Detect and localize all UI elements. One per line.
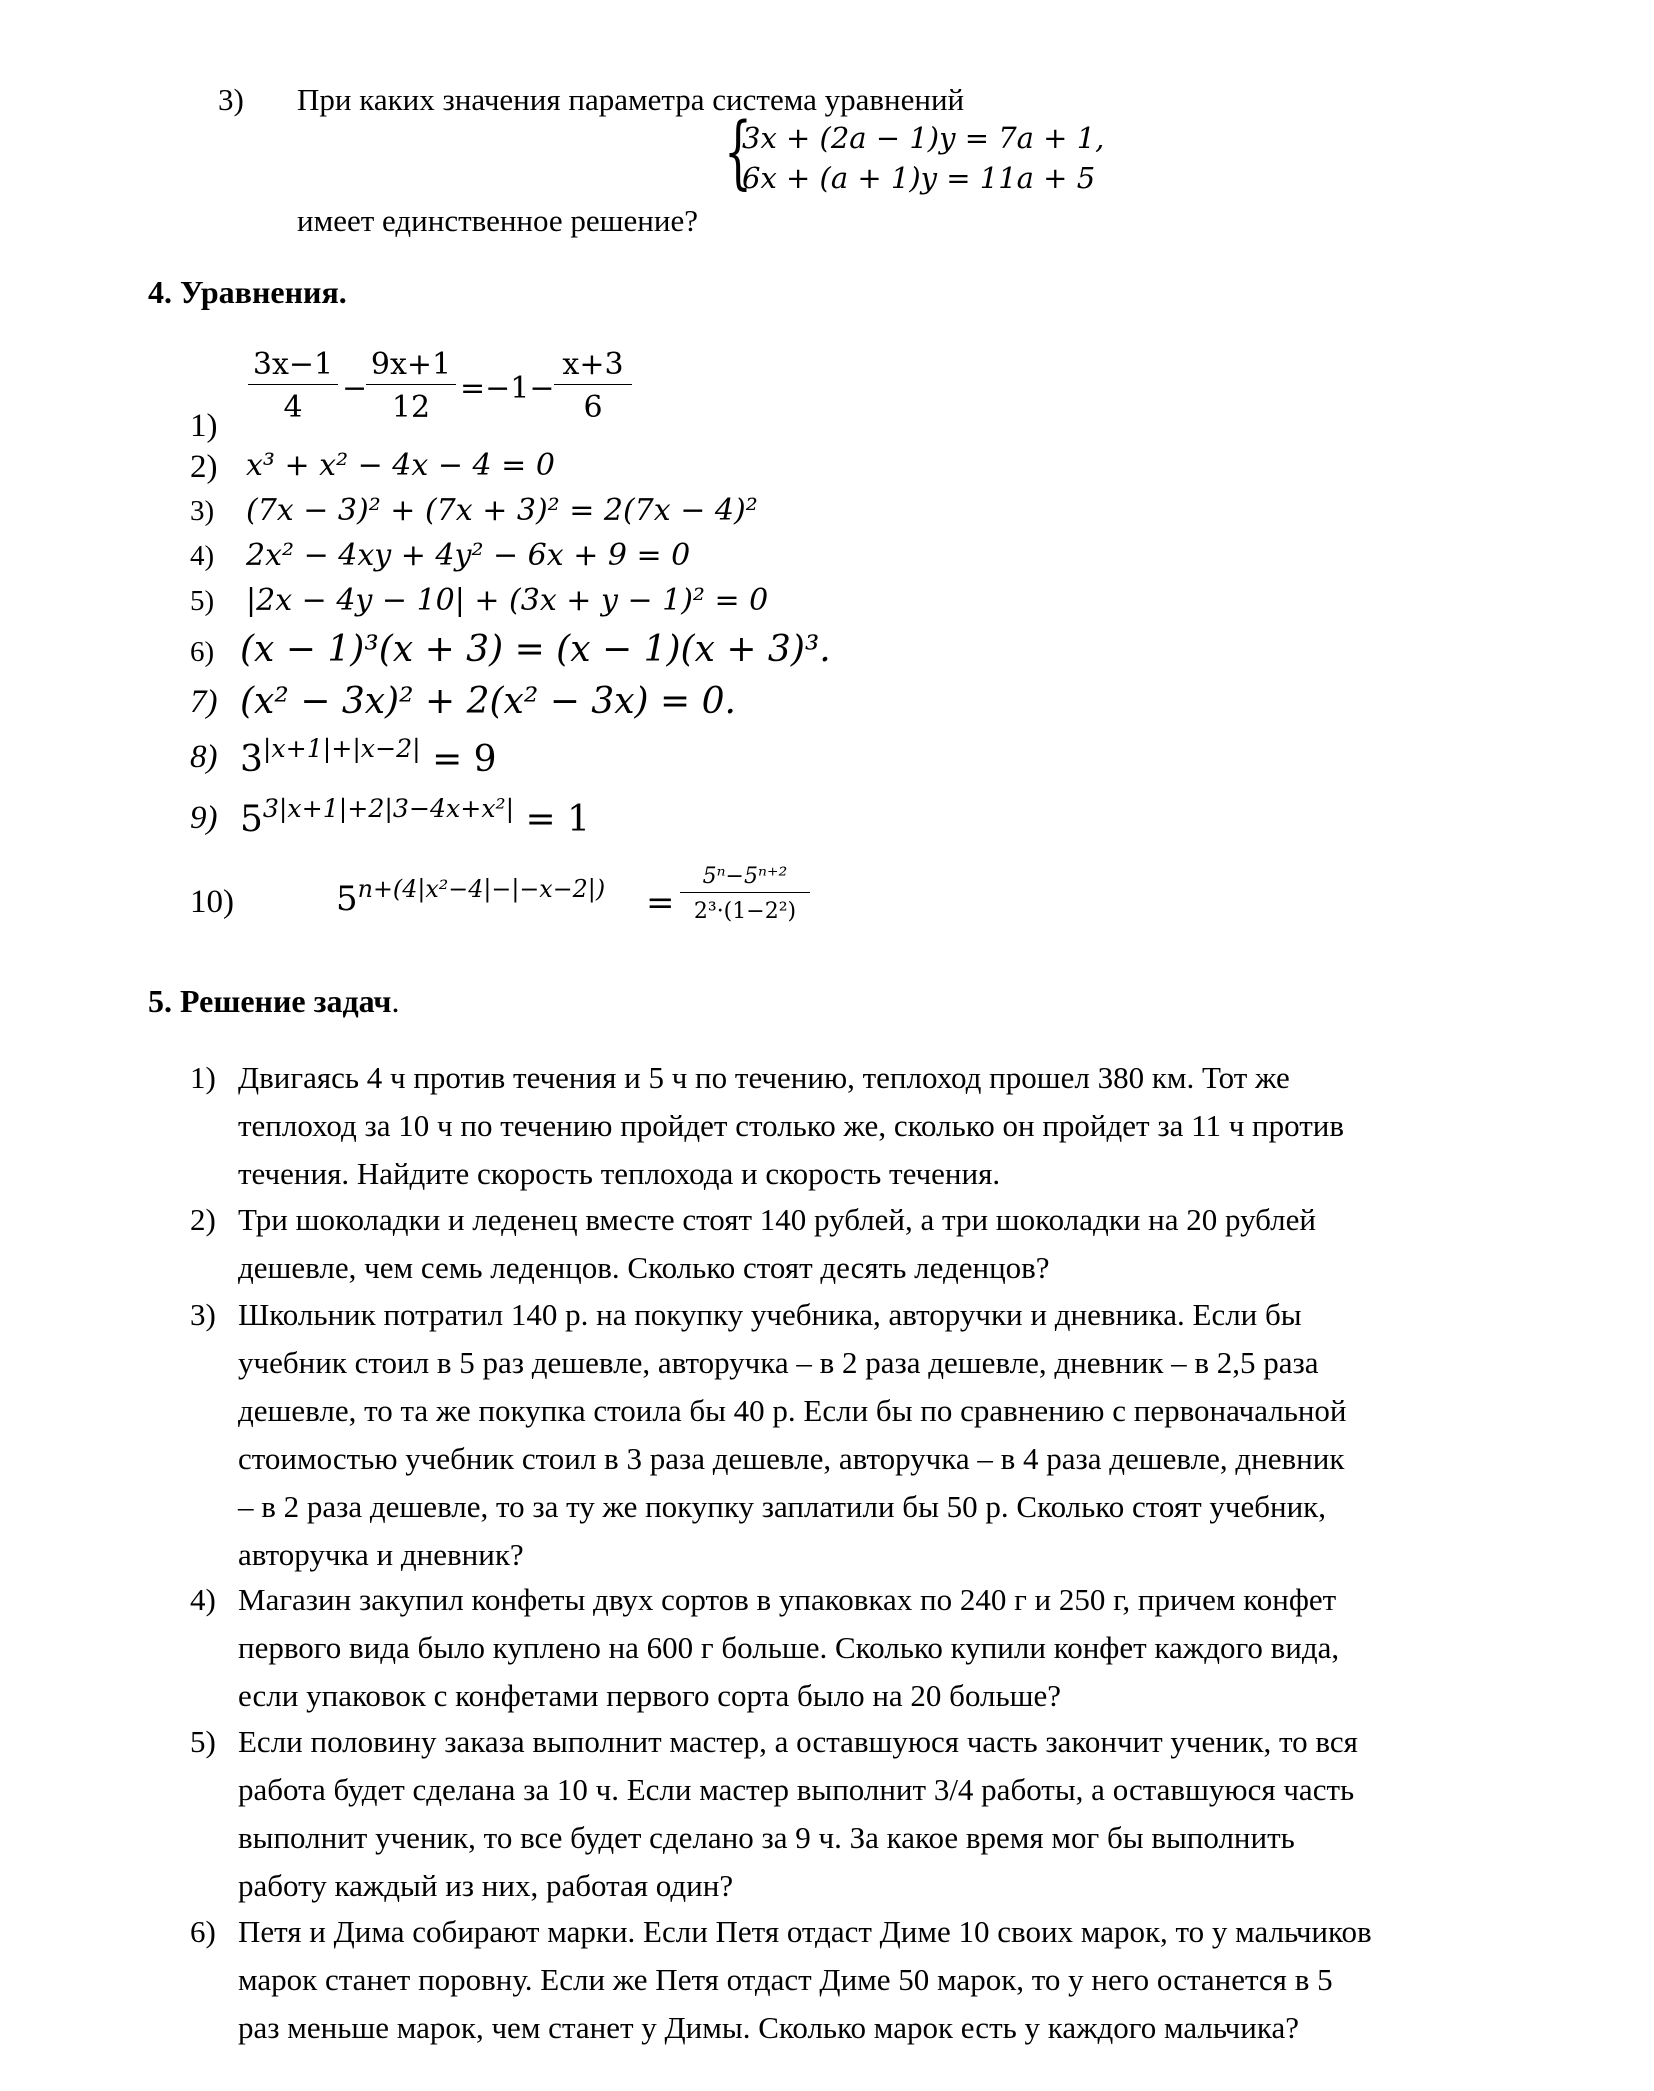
eq7-number: 7)	[190, 684, 218, 720]
eq10-equals: =	[646, 883, 675, 923]
eq3-number: 3)	[190, 495, 215, 527]
eq9-base: 5	[240, 798, 263, 840]
eq1-fraction-3	[554, 347, 632, 425]
eq9-rhs: = 1	[514, 798, 591, 840]
eq6-text: (x − 1)³(x + 3) = (x − 1)(x + 3)³.	[240, 629, 831, 670]
problem-4-line-3: если упаковок с конфетами первого сорта было на 20 больше?	[238, 1678, 1062, 1713]
eq9-number: 9)	[190, 800, 218, 836]
eq10-fraction-numerator: 5ⁿ−5ⁿ⁺²	[680, 866, 810, 893]
item3-question: При каких значения параметра система уравнений	[297, 82, 965, 117]
item3-number: 3)	[218, 82, 244, 117]
problem-1	[238, 1054, 1533, 1198]
problem-6-line-1: Петя и Дима собирают марки. Если Петя отдаст Диме 10 своих марок, то у мальчиков	[238, 1914, 1372, 1949]
eq8-rhs: = 9	[420, 738, 497, 780]
eq1-fraction-1-numerator: 3x−1	[248, 350, 338, 385]
eq8-expression	[240, 736, 497, 778]
problem-5-line-3: выполнит ученик, то все будет сделано за 9 ч. За какое время мог бы выполнить	[238, 1820, 1295, 1855]
problem-3	[238, 1291, 1533, 1579]
eq8-number: 8)	[190, 739, 218, 775]
eq1-fraction-1	[248, 347, 338, 425]
problem-5-line-4: работу каждый из них, работая один?	[238, 1868, 734, 1903]
section5-title	[148, 985, 399, 1017]
problem-4-line-2: первого вида было куплено на 600 г больше. Сколько купили конфет каждого вида,	[238, 1630, 1340, 1665]
eq8-exponent: |x+1|+|x−2|	[262, 734, 421, 763]
section5-title-text: 5. Решение задач	[148, 983, 392, 1019]
problem-6-number: 6)	[190, 1914, 216, 1949]
problem-3-line-2: учебник стоил в 5 раз дешевле, авторучка – в 2 раза дешевле, дневник – в 2,5 раза	[238, 1345, 1319, 1380]
problem-6-line-3: раз меньше марок, чем станет у Димы. Сколько марок есть у каждого мальчика?	[238, 2010, 1299, 2045]
item3-tail: имеет единственное решение?	[297, 203, 699, 238]
problem-5	[238, 1718, 1533, 1910]
eq1-fraction-3-numerator: x+3	[554, 350, 632, 385]
eq1-fraction-2-numerator: 9x+1	[366, 350, 456, 385]
problem-2	[238, 1196, 1533, 1292]
eq4-text: 2x² − 4xy + 4y² − 6x + 9 = 0	[246, 538, 691, 573]
eq1-minus: −	[342, 371, 368, 406]
eq1-fraction-2	[366, 347, 456, 425]
eq6-number: 6)	[190, 636, 215, 668]
eq7-text: (x² − 3x)² + 2(x² − 3x) = 0.	[240, 681, 736, 722]
eq3-text: (7x − 3)² + (7x + 3)² = 2(7x − 4)²	[246, 493, 758, 528]
eq10-number: 10)	[190, 884, 234, 920]
problem-6-line-2: марок станет поровну. Если же Петя отдаст Диме 50 марок, то у него останется в 5	[238, 1962, 1333, 1997]
problem-3-line-6: авторучка и дневник?	[238, 1537, 524, 1572]
problem-5-line-1: Если половину заказа выполнит мастер, а оставшуюся часть закончит ученик, то вся	[238, 1724, 1358, 1759]
problem-1-number: 1)	[190, 1060, 216, 1095]
problem-4	[238, 1576, 1533, 1720]
problem-4-number: 4)	[190, 1582, 216, 1617]
eq10-fraction-denominator: 2³·(1−2²)	[693, 899, 797, 924]
eq2-number: 2)	[190, 449, 218, 485]
problem-1-line-2: теплоход за 10 ч по течению пройдет столько же, сколько он пройдет за 11 ч против	[238, 1108, 1344, 1143]
problem-2-line-2: дешевле, чем семь леденцов. Сколько стоят десять леденцов?	[238, 1250, 1050, 1285]
eq5-text: |2x − 4y − 10| + (3x + y − 1)² = 0	[246, 583, 769, 618]
problem-3-line-4: стоимостью учебник стоил в 3 раза дешевле, авторучка – в 4 раза дешевле, дневник	[238, 1441, 1345, 1476]
eq10-exponent: n+(4|x²−4|−|−x−2|)	[357, 875, 606, 903]
problem-3-line-3: дешевле, то та же покупка стоила бы 40 р. Если бы по сравнению с первоначальной	[238, 1393, 1347, 1428]
problem-5-line-2: работа будет сделана за 10 ч. Если мастер выполнит 3/4 работы, а оставшуюся часть	[238, 1772, 1355, 1807]
eq10-base: 5	[336, 879, 358, 920]
problem-2-number: 2)	[190, 1202, 216, 1237]
eq4-number: 4)	[190, 540, 215, 572]
system-brace: {	[724, 105, 752, 198]
problem-3-line-5: – в 2 раза дешевле, то за ту же покупку заплатили бы 50 р. Сколько стоят учебник,	[238, 1489, 1326, 1524]
eq1-fraction-3-denominator: 6	[583, 390, 603, 425]
eq10-fraction	[680, 866, 810, 923]
section4-title: 4. Уравнения.	[148, 274, 347, 310]
eq8-base: 3	[240, 738, 263, 780]
problem-4-line-1: Магазин закупил конфеты двух сортов в упаковках по 240 г и 250 г, причем конфет	[238, 1582, 1337, 1617]
eq5-number: 5)	[190, 585, 215, 617]
eq2-text: x³ + x² − 4x − 4 = 0	[246, 448, 555, 483]
problem-2-line-1: Три шоколадки и леденец вместе стоят 140 рублей, а три шоколадки на 20 рублей	[238, 1202, 1316, 1237]
eq10-lhs	[336, 875, 606, 920]
system-line-1: 3x + (2a − 1)y = 7a + 1,	[742, 121, 1105, 155]
system-line-2: 6x + (a + 1)y = 11a + 5	[742, 161, 1096, 195]
eq9-exponent: 3|x+1|+2|3−4x+x²|	[262, 794, 515, 823]
eq9-expression	[240, 796, 590, 838]
problem-6	[238, 1908, 1533, 2052]
problem-3-line-1: Школьник потратил 140 р. на покупку учебника, авторучки и дневника. Если бы	[238, 1297, 1302, 1332]
problem-3-number: 3)	[190, 1297, 216, 1332]
problem-1-line-1: Двигаясь 4 ч против течения и 5 ч по течению, теплоход прошел 380 км. Тот же	[238, 1060, 1290, 1095]
eq1-fraction-1-denominator: 4	[283, 390, 303, 425]
eq1-number: 1)	[190, 408, 218, 444]
eq1-fraction-2-denominator: 12	[391, 390, 431, 425]
section5-title-period: .	[391, 983, 400, 1019]
problem-1-line-3: течения. Найдите скорость теплохода и скорость течения.	[238, 1156, 1001, 1191]
problem-5-number: 5)	[190, 1724, 216, 1759]
eq1-middle: =−1−	[460, 371, 555, 406]
